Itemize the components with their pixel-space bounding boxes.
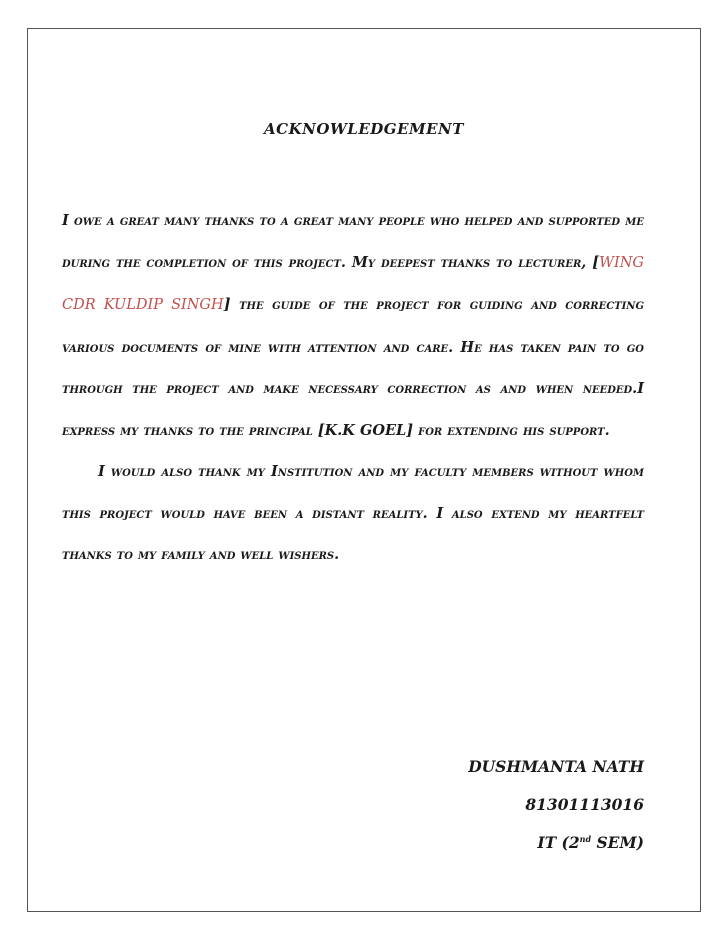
paragraph-1-text-b: the guide of the project for guiding and correcting various documents of mine with attention and care. He has taken pain to go through the project and make necessary correction as and when needed.I express my thanks to the principal [K.K GOEL] for extending his support. [62, 296, 644, 439]
roll-number: 81301113016 [525, 795, 644, 814]
signature-block [468, 748, 644, 862]
author-name: DUSHMANTA NATH [468, 757, 644, 776]
course-suffix: SEM) [591, 833, 644, 852]
paragraph-1 [62, 200, 644, 451]
course-ordinal: nd [579, 833, 592, 844]
close-bracket: ] [223, 296, 231, 313]
open-bracket: [ [592, 253, 600, 271]
paragraph-1-text-a: I owe a great many thanks to a great many people who helped and supported me during the completion of this project. My deepest thanks to lecturer, [62, 212, 644, 271]
course-prefix: IT (2 [537, 833, 580, 852]
lecturer-name: WING CDR KULDIP SINGH [62, 254, 644, 313]
page-title: ACKNOWLEDGEMENT [264, 120, 464, 138]
course-semester [468, 824, 644, 862]
acknowledgement-body [62, 200, 644, 576]
paragraph-2: I would also thank my Institution and my faculty members without whom this project would have been a distant reality. I also extend my heartfelt thanks to my family and well wishers. [62, 463, 644, 563]
